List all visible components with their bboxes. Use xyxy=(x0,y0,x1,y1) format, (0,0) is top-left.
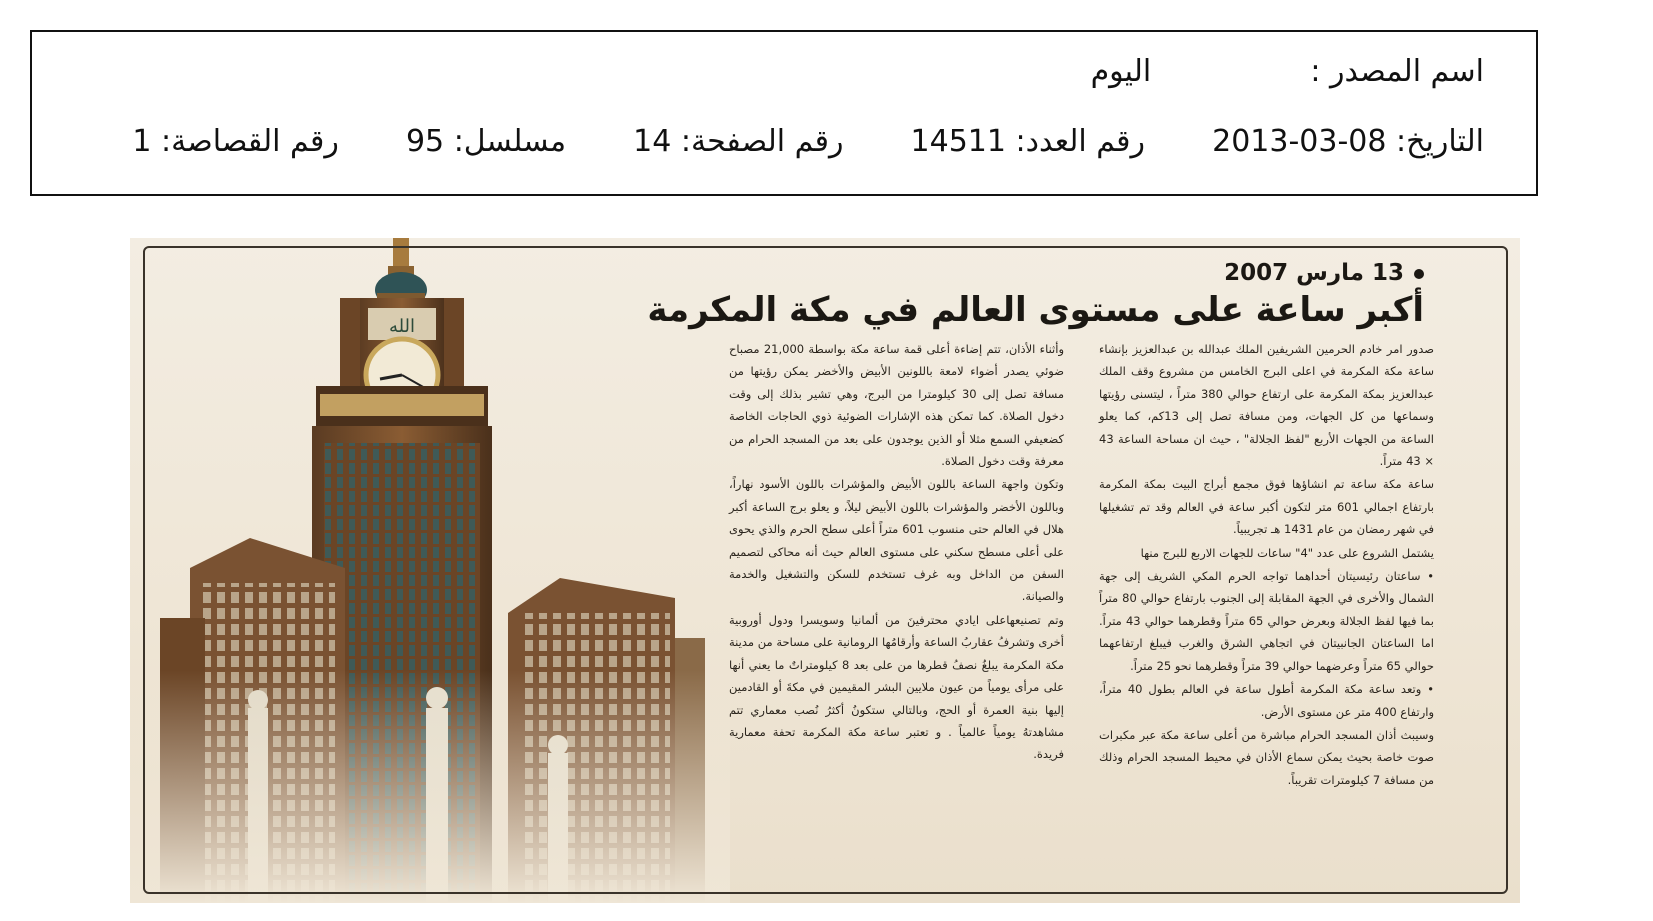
paragraph: • ساعتان رئيسيتان أحداهما تواجه الحرم المكي الشريف إلى جهة الشمال والأخرى في الجهة المقابلة إلى الجنوب بارتفاع حوالي 80 متراً بما فيها لفظ الجلالة وبعرض حوالي 65 متراً وقطرهما حوالي 43 متراً. اما الساعتان الجانبيتان في اتجاهي الشرق والغرب فيبلغ ارتفاعهما حوالي 65 متراً وعرضهما حوالي 39 متراً وقطرهما نحو 25 متراً. xyxy=(1099,569,1434,673)
details-row xyxy=(132,124,1484,159)
paragraph: يشتمل الشروع على عدد "4" ساعات للجهات الاربع للبرج منها xyxy=(1140,545,1434,560)
page-label: رقم الصفحة: xyxy=(680,124,844,159)
newspaper-clipping xyxy=(130,238,1520,903)
paragraph: • وتعد ساعة مكة المكرمة أطول ساعة في العالم بطول 40 متراً، وارتفاع 400 متر عن مستوى الأرض. xyxy=(1099,682,1434,719)
article-date xyxy=(1224,260,1424,286)
date-label: التاريخ: xyxy=(1396,124,1484,159)
serial-label: مسلسل: xyxy=(453,124,567,159)
source-label: اسم المصدر : xyxy=(1310,54,1484,89)
source-value: اليوم xyxy=(1090,54,1152,89)
article-column-right xyxy=(1099,338,1434,792)
article-column-left xyxy=(729,338,1064,767)
paragraph: صدور امر خادم الحرمين الشريفين الملك عبدالله بن عبدالعزيز بإنشاء ساعة مكة المكرمة في اعلى البرج الخامس من مشروع وقف الملك عبدالعزيز بمكة المكرمة على ارتفاع حوالي 380 متراً ، ليتسنى رؤيتها وسماعها من كل الجهات، ومن مسافة تصل إلى 13كم، كما يعلو الساعة من الجهات الأربع "لفظ الجلالة" ، حيث ان مساحة الساعة 43 × 43 متراً. xyxy=(1099,342,1434,469)
paragraph: وتكون واجهة الساعة باللون الأبيض والمؤشرات باللون الأسود نهاراً، وباللون الأخضر والمؤشرات باللون الأبيض ليلاً، و يعلو برج الساعة أكبر هلال في العالم حتى منسوب 601 متراً أعلى سطح الحرم والذي يحوى على أعلى مسطح سكني على مستوى العالم حيث أنه محاكى لتصميم السفن من الداخل وبه غرف تستخدم للسكن والتشغيل والخدمة والصيانة. xyxy=(729,477,1064,604)
clip-value: 1 xyxy=(132,124,152,159)
serial-value: 95 xyxy=(405,124,445,159)
article-date-text: 13 مارس 2007 xyxy=(1224,260,1404,286)
paragraph: وتم تصنيعهاعلى ايادي محترفينَ من ألمانيا وسويسرا ودول أوروبية أخرى وتشرفُ عقاربُ الساعة وأرقامُها الرومانية على مساحة من مدينة مكة المكرمة يبلغُ نصفُ قطرها من على بعد 8 كيلومتراتٌ ما يعني أنها على مرأى يومياً من عيون ملايين البشر المقيمين في مكةَ أو القادمين إليها بنية العمرة أو الحج، وبالتالي ستكونُ أكثرُ نُصب معماري تتم مشاهدتهُ يومياً عالمياً . و تعتبر ساعة مكة المكرمة تحفة معمارية فريدة. xyxy=(729,612,1065,762)
date-value: 2013-03-08 xyxy=(1212,124,1387,159)
clip-label: رقم القصاصة: xyxy=(161,124,339,159)
paragraph: وأثناء الأذان، تتم إضاءة أعلى قمة ساعة مكة بواسطة 21,000 مصباح ضوئي يصدر أضواء لامعة باللونين الأبيض والأخضر يمكن رؤيتها من مسافة تصل إلى 30 كيلومترا من البرج، وهي تشير بذلك إلى وقت دخول الصلاة. كما تمكن هذه الإشارات الضوئية ذوي الحاجات الخاصة كضعيفي السمع مثلا أو الذين يوجدون على بعد من المسجد الحرام من معرفة وقت دخول الصلاة. xyxy=(729,342,1064,469)
paragraph: ساعة مكة ساعة تم انشاؤها فوق مجمع أبراج البيت بمكة المكرمة بارتفاع اجمالي 601 متر لتكون أكبر ساعة في العالم وقد تم تشغيلها في شهر رمضان من عام 1431 هـ تجريبياً. xyxy=(1099,477,1435,537)
page-value: 14 xyxy=(633,124,672,159)
issue-value: 14511 xyxy=(910,124,1006,159)
article-title: أكبر ساعة على مستوى العالم في مكة المكرمة xyxy=(647,290,1424,330)
source-info-box xyxy=(30,30,1538,196)
bullet-icon xyxy=(1414,269,1424,279)
source-row xyxy=(1091,54,1484,89)
issue-label: رقم العدد: xyxy=(1015,124,1146,159)
paragraph: وسيبث أذان المسجد الحرام مباشرة من أعلى ساعة مكة عبر مكبرات صوت خاصة بحيث يمكن سماع الأذان في محيط المسجد الحرام وذلك من مسافة 7 كيلومترات تقريباً. xyxy=(1099,727,1434,787)
